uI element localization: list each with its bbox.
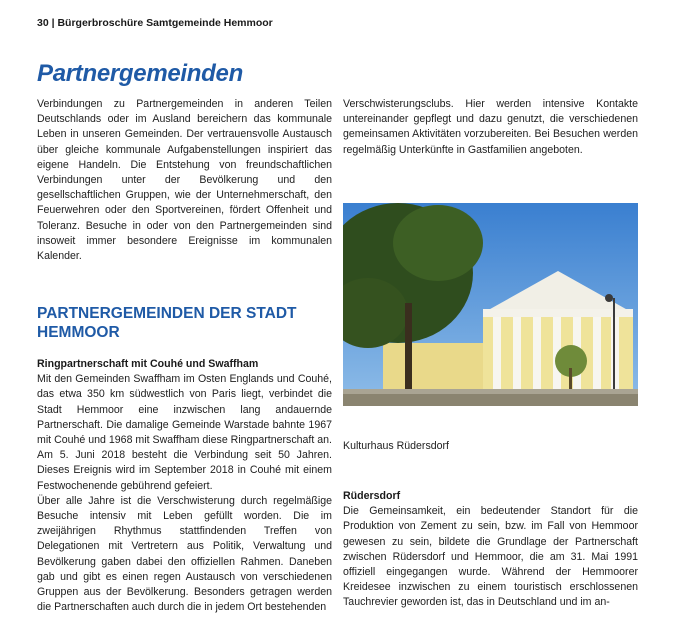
section-title: PARTNERGEMEINDEN DER STADT HEMMOOR: [37, 305, 297, 341]
page-title: Partnergemeinden: [37, 60, 243, 87]
ruedersdorf-paragraph: Die Gemeinsamkeit, ein bedeutender Standort für die Produktion von Zement zu sein, bzw. im Fall von Hemmoor gewesen zu sein, bildete die Grundlage der Partnerschaft zwischen Rüdersdorf und Hemmoor, die am 31. Mai 1991 offiziell eingegangen wurde. Während der Hemmoorer Kreidesee inzwischen zu einem touristisch erschlossenen Tauchrevier geworden ist, das in Deutschland und im an-: [343, 505, 638, 609]
intro-paragraph: Verbindungen zu Partnergemeinden in anderen Teilen Deutschlands oder im Ausland bereichern das kommunale Leben in unseren Gemeinden. Der vertrauensvolle Austausch über gleiche kommunale Aufgabenstellungen inspiriert das eigene Handeln. Die Entstehung von freundschaftlichen Verbindungen unter der Bevölkerung und den gesellschaftlichen Gruppen, wie der Unternehmerschaft, den Feuerwehren oder den Sportvereinen, fördert Offenheit und Toleranz. Besuche in oder von den Partnergemeinden sind insoweit immer besondere Ereignisse im kommunalen Kalender.: [37, 98, 332, 263]
ring-paragraph-1: Mit den Gemeinden Swaffham im Osten Englands und Couhé, das etwa 350 km südwestlich von Paris liegt, verbindet die Stadt Hemmoor eine inzwischen lang andauernde Partnerschaft. Die damalige Gemeinde Warstade bahnte 1967 mit Couhé und 1968 mit Swaffham diese Ringpartnerschaft an. Am 5. Juni 2018 besteht die Verbindung seit 50 Jahren. Dieses Ereignis wird im September 2018 in Couhé mit einem Festwochenende gebührend gefeiert.: [37, 373, 332, 492]
building-illustration: [343, 203, 638, 406]
page-header: 30 | Bürgerbroschüre Samtgemeinde Hemmoor: [37, 17, 273, 29]
ruedersdorf-column: [343, 489, 638, 611]
intro-left-column: [37, 97, 332, 264]
ring-heading: Ringpartnerschaft mit Couhé und Swaffham: [37, 358, 259, 370]
kulturhaus-photo: [343, 203, 638, 406]
ruedersdorf-heading: Rüdersdorf: [343, 490, 401, 502]
intro-right-column: [343, 97, 638, 158]
ring-partnership-column: [37, 357, 332, 615]
ring-paragraph-2: Über alle Jahre ist die Verschwisterung durch regelmäßige Besuche intensiv mit Leben gefüllt worden. Die im zweijährigen Rhythmus stattfindenden Treffen von Delegationen mit Vertretern aus Politik, Verwaltung und Bevölkerung gaben dabei den offiziellen Rahmen. Daneben gab und gibt es einen regen Austausch von verschiedenen Gruppen aus der Bevölkerung. Besonders getragen werden die Partnerschaften auch durch die in jedem Ort bestehenden: [37, 494, 332, 614]
intro-continuation: Verschwisterungsclubs. Hier werden intensive Kontakte untereinander gepflegt und dazu genutzt, die verschiedenen gemeinsamen Aktivitäten vorzubereiten. Bei Besuchen werden regelmäßig Unterkünfte in Gastfamilien angeboten.: [343, 98, 638, 156]
photo-caption: Kulturhaus Rüdersdorf: [343, 440, 449, 452]
